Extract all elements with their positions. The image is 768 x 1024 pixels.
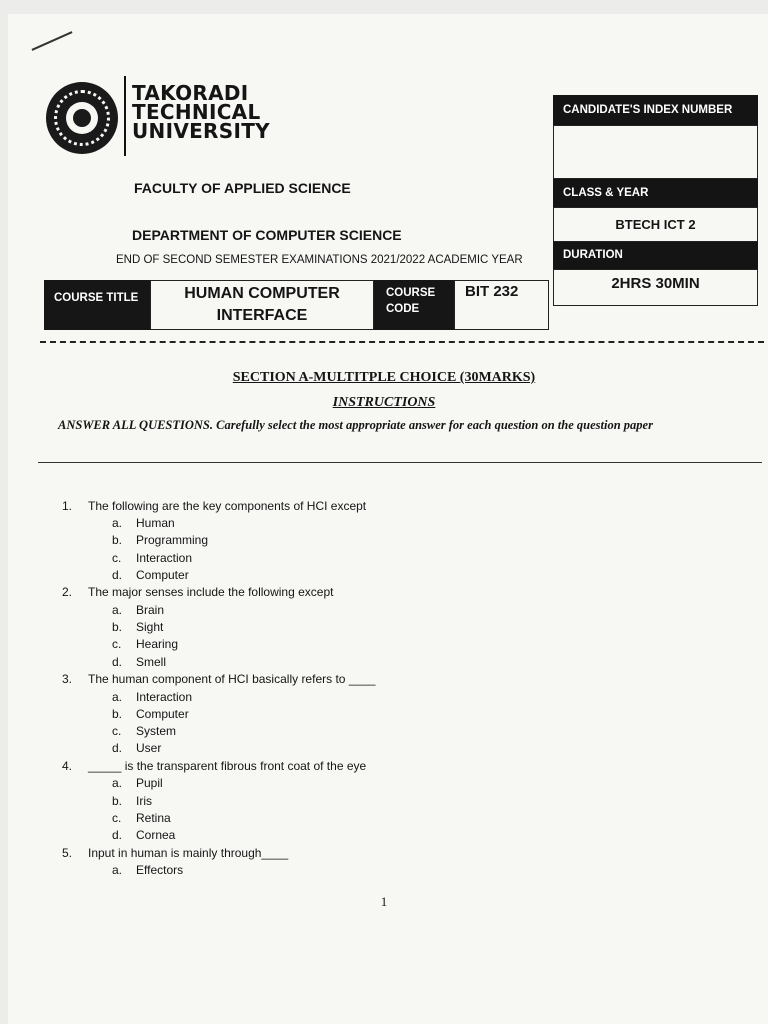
- option-text: Smell: [136, 654, 167, 669]
- answer-option: [62, 532, 582, 549]
- answer-option: [62, 809, 582, 826]
- question-stem: [62, 497, 582, 515]
- university-name: [132, 81, 270, 143]
- option-text: Cornea: [136, 828, 176, 843]
- course-title-value: [150, 280, 374, 330]
- option-letter: b.: [112, 620, 123, 635]
- option-text: Effectors: [136, 862, 184, 877]
- dashed-divider: [40, 341, 764, 343]
- question-text: The following are the key components of HCI except: [88, 498, 367, 513]
- option-text: User: [136, 741, 162, 756]
- answer-option: [62, 636, 582, 653]
- answer-option: [62, 775, 582, 792]
- page-number: 1: [380, 894, 388, 909]
- duration-value: 2HRS 30MIN: [553, 269, 758, 306]
- course-title-line: INTERFACE: [216, 307, 308, 324]
- university-name-line: UNIVERSITY: [132, 119, 270, 143]
- question-item: [62, 670, 582, 757]
- option-letter: a.: [112, 862, 123, 877]
- answer-option: [62, 722, 582, 739]
- course-code-value: BIT 232: [454, 280, 549, 330]
- option-letter: b.: [112, 793, 123, 808]
- answer-option: [62, 549, 582, 566]
- question-item: [62, 497, 582, 584]
- option-letter: c.: [112, 724, 122, 739]
- answer-option: [62, 861, 582, 878]
- question-number: 4.: [62, 758, 73, 773]
- class-year-value: BTECH ICT 2: [553, 207, 758, 242]
- option-text: Interaction: [136, 689, 193, 704]
- option-text: Computer: [136, 568, 189, 583]
- option-text: Iris: [136, 793, 152, 808]
- option-letter: d.: [112, 828, 123, 843]
- option-letter: c.: [112, 810, 122, 825]
- option-text: Sight: [136, 620, 164, 635]
- course-code-label-line: CODE: [386, 303, 420, 315]
- section-title: SECTION A-MULTITPLE CHOICE (30MARKS): [232, 370, 536, 385]
- university-logo: [46, 82, 118, 154]
- question-text: The human component of HCI basically refers to ____: [88, 672, 376, 687]
- option-letter: b.: [112, 706, 123, 721]
- answer-option: [62, 792, 582, 809]
- option-letter: b.: [112, 533, 123, 548]
- question-stem: [62, 670, 582, 688]
- logo-divider: [124, 76, 126, 156]
- answer-option: [62, 515, 582, 532]
- question-text: Input in human is mainly through____: [88, 845, 289, 860]
- answer-option: [62, 688, 582, 705]
- question-number: 3.: [62, 672, 73, 687]
- department-heading: DEPARTMENT OF COMPUTER SCIENCE: [132, 227, 402, 243]
- question-number: 5.: [62, 845, 73, 860]
- question-text: The major senses include the following except: [88, 585, 334, 600]
- answer-option: [62, 566, 582, 583]
- answer-option: [62, 826, 582, 843]
- course-code-label-line: COURSE: [386, 287, 436, 299]
- option-text: Retina: [136, 810, 171, 825]
- question-number: 1.: [62, 498, 73, 513]
- option-text: Computer: [136, 706, 189, 721]
- instruction-text: ANSWER ALL QUESTIONS. Carefully select the most appropriate answer for each question on the question paper: [58, 418, 653, 432]
- answer-option: [62, 740, 582, 757]
- option-letter: a.: [112, 689, 123, 704]
- option-text: System: [136, 724, 177, 739]
- option-letter: a.: [112, 516, 123, 531]
- option-letter: d.: [112, 654, 123, 669]
- option-text: Hearing: [136, 637, 179, 652]
- answer-option: [62, 653, 582, 670]
- index-number-label: CANDIDATE'S INDEX NUMBER: [553, 95, 758, 125]
- answer-option: [62, 601, 582, 618]
- faculty-heading: FACULTY OF APPLIED SCIENCE: [134, 180, 351, 196]
- option-letter: d.: [112, 568, 123, 583]
- option-text: Human: [136, 516, 175, 531]
- option-text: Pupil: [136, 776, 163, 791]
- option-letter: c.: [112, 550, 122, 565]
- course-title-label: COURSE TITLE: [44, 280, 150, 330]
- option-text: Interaction: [136, 550, 193, 565]
- instructions-title: INSTRUCTIONS: [332, 395, 436, 410]
- option-letter: a.: [112, 602, 123, 617]
- question-stem: [62, 757, 582, 775]
- class-year-label: CLASS & YEAR: [553, 179, 758, 207]
- university-name-line: TAKORADI: [132, 81, 249, 105]
- university-name-line: TECHNICAL: [132, 100, 261, 124]
- question-stem: [62, 584, 582, 602]
- question-stem: [62, 844, 582, 862]
- question-item: [62, 844, 582, 879]
- index-number-field[interactable]: [553, 125, 758, 179]
- option-letter: c.: [112, 637, 122, 652]
- answer-option: [62, 618, 582, 635]
- question-item: [62, 757, 582, 844]
- exam-description: END OF SECOND SEMESTER EXAMINATIONS 2021/2022 ACADEMIC YEAR: [116, 254, 523, 266]
- duration-label: DURATION: [553, 242, 758, 269]
- course-title-line: HUMAN COMPUTER: [184, 285, 340, 302]
- course-code-label: [374, 280, 454, 330]
- answer-option: [62, 705, 582, 722]
- option-letter: d.: [112, 741, 123, 756]
- horizontal-rule: [38, 462, 762, 463]
- question-item: [62, 584, 582, 671]
- course-info-row: [44, 280, 549, 330]
- option-text: Brain: [136, 602, 165, 617]
- option-letter: a.: [112, 776, 123, 791]
- question-list: [62, 497, 582, 879]
- question-number: 2.: [62, 585, 73, 600]
- option-text: Programming: [136, 533, 209, 548]
- question-text: _____ is the transparent fibrous front coat of the eye: [88, 758, 367, 773]
